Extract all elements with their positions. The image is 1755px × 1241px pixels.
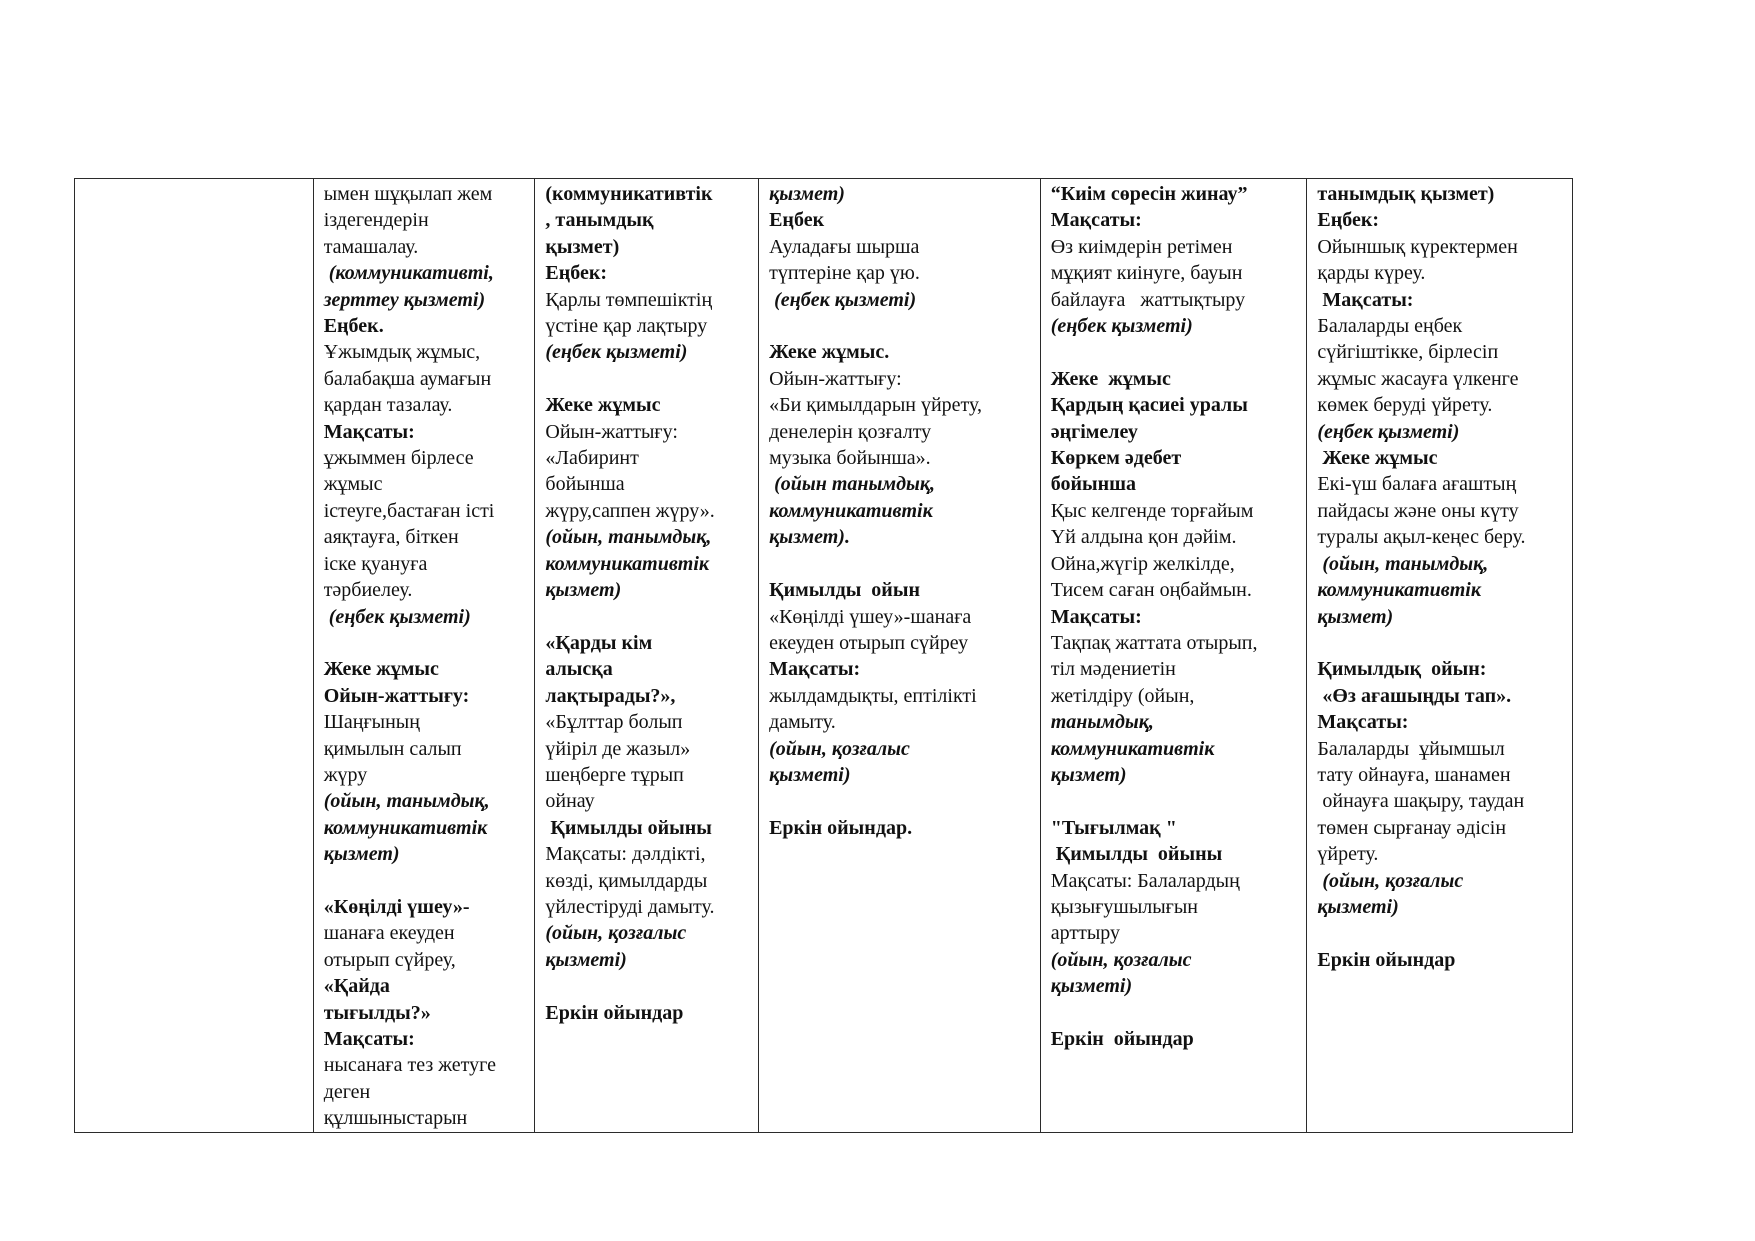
blank-line	[545, 973, 752, 999]
cell-text-line: қарды күреу.	[1317, 262, 1426, 285]
cell-text-line: үйрету.	[1317, 843, 1379, 866]
blank-line	[769, 313, 1034, 339]
cell-text-line: Еңбек.	[323, 315, 384, 338]
cell-text-line: Еңбек	[769, 209, 825, 232]
cell-text-line: (ойын, танымдық,	[1317, 552, 1489, 575]
blank-line	[324, 630, 529, 656]
cell-text-line: (ойын, қозғалыс	[1317, 869, 1464, 892]
cell-text-line: коммуникативтік	[545, 552, 710, 575]
cell-text-line: жүру	[323, 763, 368, 786]
blank-line	[1317, 920, 1566, 946]
blank-line	[1051, 1000, 1301, 1026]
cell-text-line: Еркін ойындар	[545, 1001, 684, 1024]
cell-text-line: (коммуникативті,	[323, 262, 494, 285]
cell-text-line: Ойын-жаттығу:	[545, 420, 678, 443]
blank-line	[769, 551, 1034, 577]
cell-text-line: Мақсаты:	[769, 658, 861, 681]
cell-text-line: Үй алдына қон дәйім.	[1050, 526, 1237, 549]
cell-text-line: Мақсаты:	[323, 1028, 415, 1050]
cell-text-line: Мақсаты:	[1050, 605, 1142, 628]
cell-text-line: Жеке жұмыс	[545, 394, 661, 417]
cell-text-line: дамыту.	[769, 711, 836, 734]
cell-text-line: қызметі)	[545, 948, 627, 971]
schedule-table	[74, 178, 1573, 1133]
cell-text-line: қызығушылығын	[1050, 895, 1199, 918]
cell-text-line: ойнау	[545, 790, 595, 813]
cell-text-line: Мақсаты:	[1050, 209, 1142, 232]
cell-text-line: қызметі)	[1050, 975, 1133, 998]
cell-text-line: түптеріне қар үю.	[769, 262, 920, 285]
cell-text-line: Ойыншық күректермен	[1317, 235, 1518, 258]
cell-text-line: (еңбек қызметі)	[1050, 315, 1193, 338]
cell-text-line: Қыс келгенде торғайым	[1050, 499, 1254, 522]
cell-text-line: төмен сырғанау әдісін	[1317, 816, 1507, 839]
cell-text-line: пайдасы және оны күту	[1317, 499, 1519, 522]
cell-text-line: коммуникативтік	[1317, 579, 1481, 602]
cell-text-line: коммуникативтік	[769, 499, 933, 522]
cell-text-line: Жеке жұмыс	[1317, 447, 1438, 470]
cell-text-line: «Лабиринт	[545, 447, 639, 470]
cell-text-line: «Қарды кім	[545, 631, 653, 654]
cell-text-line: Мақсаты:	[1317, 711, 1409, 734]
cell-text-line: байлауға жаттықтыру	[1050, 288, 1246, 311]
blank-line	[1051, 788, 1301, 814]
cell-text-line: мұқият киінуге, бауын	[1050, 262, 1243, 285]
cell-text-line: (ойын, қозғалыс	[1050, 948, 1192, 971]
cell-text-line: лақтырады?»,	[545, 684, 676, 707]
cell-text-line: қардан тазалау.	[323, 394, 453, 417]
cell-text-line: жетілдіру (ойын,	[1050, 684, 1195, 707]
cell-text-line: жүру,саппен жүру».	[545, 499, 715, 522]
cell-text-line: (еңбек қызметі)	[323, 605, 471, 628]
cell-text-line: бойынша	[545, 473, 625, 496]
cell-text-line: үйіріл де жазыл»	[545, 737, 691, 760]
cell-text-line: Көркем әдебет	[1050, 447, 1182, 470]
cell-text-line: ойнауға шақыру, таудан	[1317, 790, 1525, 813]
cell-text-line: Мақсаты:	[1317, 288, 1414, 311]
cell-text-line: Қардың қасиеі уралы	[1050, 394, 1248, 417]
cell-text-line: коммуникативтік	[1050, 737, 1215, 760]
cell-text-line: Қимылдық ойын:	[1317, 658, 1487, 681]
cell-text-line: әңгімелеу	[1050, 420, 1138, 443]
cell-text-line: (еңбек қызметі)	[545, 341, 688, 364]
blank-line	[769, 788, 1034, 814]
cell-text-line: «Қайда	[323, 975, 390, 998]
cell-text-line: құлшыныстарын	[323, 1107, 468, 1130]
cell-text-line: қызметі)	[769, 763, 851, 786]
cell-text-line: Ұжымдық жұмыс,	[323, 341, 481, 364]
cell-text-line: арттыру	[1050, 922, 1120, 945]
cell-text-line: Қимылды ойыны	[1050, 843, 1223, 866]
cell-text-line: қызмет)	[545, 579, 622, 602]
table-column-empty	[75, 179, 313, 1132]
cell-text-line: «Көңілді үшеу»-	[323, 895, 470, 918]
cell-text-line: “Киім сөресін жинау”	[1050, 183, 1248, 205]
cell-text-line: балабақша аумағын	[323, 367, 492, 390]
blank-line	[1051, 339, 1301, 365]
cell-text-line: екеуден отырып сүйреу	[769, 631, 969, 654]
cell-text-line: Мақсаты: дәлдікті,	[545, 843, 706, 866]
cell-text-line: Еңбек:	[1317, 209, 1380, 232]
cell-text-line: тату ойнауға, шанамен	[1317, 763, 1511, 786]
cell-text-line: Қимылды ойын	[769, 579, 920, 602]
cell-text-line: үйлестіруді дамыту.	[545, 895, 715, 918]
cell-text-line: қызмет)	[1050, 763, 1127, 786]
cell-text-line: іске қуануға	[323, 552, 428, 575]
cell-text-line: тіл мәдениетін	[1050, 658, 1176, 681]
cell-text-line: ұжыммен бірлесе	[323, 447, 474, 470]
cell-text-line: (ойын, қозғалыс	[545, 922, 687, 945]
cell-text-line: деген	[323, 1080, 371, 1103]
cell-text-line: қызмет)	[1317, 605, 1394, 628]
cell-text-line: Қарлы төмпешіктің	[545, 288, 713, 311]
cell-text-line: танымдық қызмет)	[1317, 183, 1495, 205]
cell-text-line: қызмет)	[769, 183, 845, 205]
cell-text-line: көмек беруді үйрету.	[1317, 394, 1493, 417]
cell-text-line: Ойын-жаттығу:	[769, 367, 902, 390]
cell-text-line: қызмет)	[323, 843, 400, 866]
blank-line	[545, 604, 752, 630]
cell-text-line: Мақсаты: Балалардың	[1050, 869, 1240, 892]
cell-text-line: жұмыс жасауға үлкенге	[1317, 367, 1519, 390]
cell-text-line: көзді, қимылдарды	[545, 869, 708, 892]
cell-text-line: Еркін ойындар.	[769, 816, 913, 839]
cell-text-line: (ойын, танымдық,	[323, 790, 490, 813]
cell-text-line: қимылын салып	[323, 737, 462, 760]
cell-text-line: Өз киімдерін ретімен	[1050, 235, 1233, 258]
cell-text-line: Балаларды ұйымшыл	[1317, 737, 1505, 760]
cell-text-line: «Көңілді үшеу»-шанаға	[769, 605, 972, 628]
cell-text-line: Ойын-жаттығу:	[323, 684, 470, 707]
cell-text-line: (коммуникативтік	[545, 183, 713, 205]
cell-text-line: істеуге,бастаған істі	[323, 499, 495, 522]
cell-text-line: қызмет)	[545, 235, 620, 258]
cell-text-line: зерттеу қызметі)	[323, 288, 486, 311]
cell-text-line: Ауладағы шырша	[769, 235, 920, 258]
cell-text-line: Шаңғының	[323, 711, 420, 734]
blank-line	[545, 366, 752, 392]
table-column-5	[1306, 179, 1572, 1132]
cell-text-line: қызмет).	[769, 526, 850, 549]
cell-text-line: Тақпақ жаттата отырып,	[1050, 631, 1258, 654]
table-column-1	[313, 179, 535, 1132]
table-column-3	[758, 179, 1040, 1132]
cell-text-line: (ойын танымдық,	[769, 473, 936, 496]
cell-text-line: тәрбиелеу.	[323, 579, 413, 602]
cell-text-line: тамашалау.	[323, 235, 419, 258]
cell-text-line: Ойна,жүгір желкілде,	[1050, 552, 1235, 575]
cell-text-line: (ойын, танымдық,	[545, 526, 712, 549]
table-column-4	[1040, 179, 1307, 1132]
cell-text-line: Тисем саған оңбаймын.	[1050, 579, 1252, 602]
cell-text-line: Қимылды ойыны	[545, 816, 712, 839]
cell-text-line: танымдық,	[1050, 711, 1154, 734]
cell-text-line: іздегендерін	[323, 209, 429, 232]
cell-text-line: шеңберге тұрып	[545, 763, 684, 786]
blank-line	[1317, 630, 1566, 656]
cell-text-line: Еркін ойындар	[1317, 948, 1456, 971]
cell-text-line: Еркін ойындар	[1050, 1028, 1194, 1050]
cell-text-line: туралы ақыл-кеңес беру.	[1317, 526, 1526, 549]
cell-text-line: (еңбек қызметі)	[769, 288, 917, 311]
cell-text-line: Балаларды еңбек	[1317, 315, 1463, 338]
cell-text-line: аяқтауға, біткен	[323, 526, 459, 549]
cell-text-line: жұмыс	[323, 473, 383, 496]
cell-text-line: Жеке жұмыс	[1050, 367, 1171, 390]
cell-text-line: «Өз ағашыңды тап».	[1317, 684, 1512, 707]
cell-text-line: нысанаға тез жетуге	[323, 1054, 496, 1077]
cell-text-line: Жеке жұмыс	[323, 658, 439, 681]
cell-text-line: алысқа	[545, 658, 613, 681]
cell-text-line: шанаға екеуден	[323, 922, 455, 945]
cell-text-line: коммуникативтік	[323, 816, 488, 839]
cell-text-line: (еңбек қызметі)	[1317, 420, 1460, 443]
cell-text-line: тығылды?»	[323, 1001, 431, 1024]
cell-text-line: сүйгіштікке, бірлесіп	[1317, 341, 1499, 364]
cell-text-line: Жеке жұмыс.	[769, 341, 890, 364]
cell-text-line: отырып сүйреу,	[323, 948, 456, 971]
cell-text-line: бойынша	[1050, 473, 1137, 496]
cell-text-line: ымен шұқылап жем	[323, 183, 493, 205]
cell-text-line: Екі-үш балаға ағаштың	[1317, 473, 1517, 496]
cell-text-line: (ойын, қозғалыс	[769, 737, 910, 760]
cell-text-line: денелерін қозғалту	[769, 420, 932, 443]
cell-text-line: «Би қимылдарын үйрету,	[769, 394, 983, 417]
blank-line	[324, 868, 529, 894]
cell-text-line: Еңбек:	[545, 262, 608, 285]
cell-text-line: үстіне қар лақтыру	[545, 315, 708, 338]
cell-text-line: «Бұлттар болып	[545, 711, 683, 734]
cell-text-line: қызметі)	[1317, 895, 1399, 918]
cell-text-line: музыка бойынша».	[769, 447, 931, 470]
cell-text-line: , танымдық	[545, 209, 654, 232]
table-column-2	[534, 179, 758, 1132]
cell-text-line: Мақсаты:	[323, 420, 415, 443]
cell-text-line: жылдамдықты, ептілікті	[769, 684, 977, 707]
cell-text-line: "Тығылмақ "	[1050, 816, 1177, 839]
